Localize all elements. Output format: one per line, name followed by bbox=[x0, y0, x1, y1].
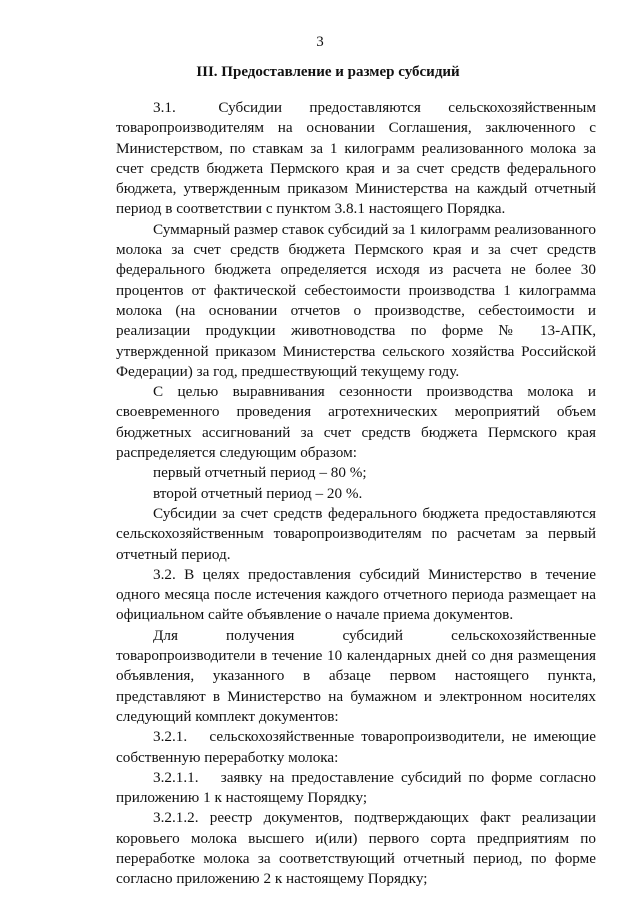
paragraph-3-2-1-2: 3.2.1.2. реестр документов, подтверждающих факт реализации коровьего молока высшего и(или) первого сорта предприятиям по переработке молока за соответствующий отчетный период, по форме согласно приложению 2 к настоящему Порядку; bbox=[116, 809, 596, 888]
paragraph-documents: Для получения субсидий сельскохозяйственные товаропроизводители в течение 10 календарных дней со дня размещения объявления, указанного в абзаце первом настоящего пункта, представляют в Министерство на бумажном и электронном носителях следующий комплект документов: bbox=[116, 626, 596, 725]
section-title: III. Предоставление и размер субсидий bbox=[196, 64, 460, 80]
paragraph-3-2-1-1: 3.2.1.1. заявку на предоставление субсидий по форме согласно приложению 1 к настоящему Порядку; bbox=[116, 768, 596, 807]
paragraph-federal-subsidy: Субсидии за счет средств федерального бюджета предоставляются сельскохозяйственным товаропроизводителям по расчетам за первый отчетный период. bbox=[116, 504, 596, 563]
paragraph-rate-total: Суммарный размер ставок субсидий за 1 килограмм реализованного молока за счет средств бюджета Пермского края и за счет средств федерального бюджета определяется исходя из расчета не более 30 процентов от фактической себестоимости производства 1 килограмма молока (на основании отчетов о производстве, себестоимости и реализации продукции животноводства по форме № 13-АПК, утвержденной приказом Министерства сельского хозяйства Российской Федерации) за год, предшествующий текущему году. bbox=[116, 220, 596, 380]
paragraph-3-2: 3.2. В целях предоставления субсидий Министерство в течение одного месяца после истечения каждого отчетного периода размещает на официальном сайте объявление о начале приема документов. bbox=[116, 565, 596, 624]
document-body bbox=[116, 98, 596, 890]
paragraph-3-1: 3.1. Субсидии предоставляются сельскохозяйственным товаропроизводителям на основании Соглашения, заключенного с Министерством, по ставкам за 1 килограмм реализованного молока за счет средств бюджета Пермского края и за счет средств федерального бюджета, утвержденным приказом Министерства на каждый отчетный период в соответствии с пунктом 3.8.1 настоящего Порядка. bbox=[116, 99, 596, 218]
paragraph-3-2-1: 3.2.1. сельскохозяйственные товаропроизводители, не имеющие собственную переработку молока: bbox=[116, 728, 596, 766]
page-number: 3 bbox=[316, 34, 324, 50]
list-item-second-period: второй отчетный период – 20 %. bbox=[153, 484, 363, 502]
paragraph-seasonality: С целью выравнивания сезонности производства молока и своевременного проведения агротехнических мероприятий объем бюджетных ассигнований за счет средств бюджета Пермского края распределяется следующим образом: bbox=[116, 383, 596, 462]
list-item-first-period: первый отчетный период – 80 %; bbox=[153, 464, 367, 482]
